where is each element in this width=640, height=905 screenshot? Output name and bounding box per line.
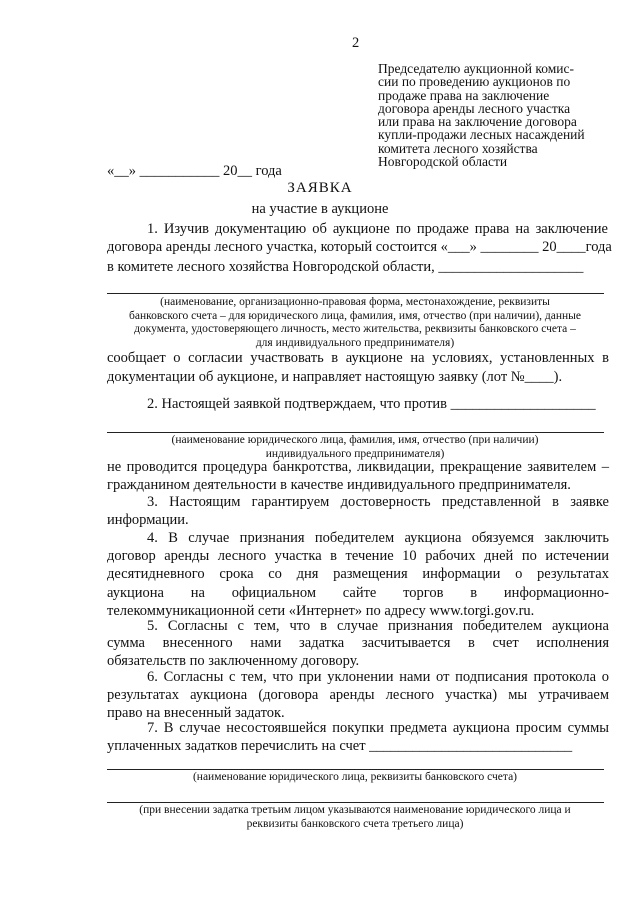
document-title: ЗАЯВКА — [287, 180, 353, 196]
document-subtitle: на участие в аукционе — [251, 201, 389, 217]
addressee-line: договора аренды лесного участка — [378, 100, 571, 116]
paragraph-4-line: телекоммуникационной сети «Интернет» по адресу www.torgi.gov.ru. — [107, 603, 535, 619]
paragraph-1-line: договора аренды лесного участка, который состоится «___» ________ 20____года — [107, 239, 612, 255]
addressee-block — [378, 62, 585, 168]
paragraph-4-line: десятидневного срока со дня размещения информации о результатах — [107, 566, 609, 582]
paragraph-6-line: результатах аукциона (договора аренды лесного участка) мы утрачиваем — [107, 687, 609, 703]
paragraph-7-line: 7. В случае несостоявшейся покупки предмета аукциона просим суммы — [147, 720, 609, 736]
blank-line — [107, 293, 604, 294]
paragraph-3-line: информации. — [107, 512, 189, 528]
paragraph-4-line: аукциона на официальном сайте торгов в информационно- — [107, 585, 609, 601]
caption-line: (наименование юридического лица, реквизиты банковского счета) — [192, 771, 518, 783]
caption-line: (наименование, организационно-правовая форма, местонахождение, реквизиты — [160, 296, 550, 308]
blank-line — [107, 769, 604, 770]
addressee-line: купли-продажи лесных насаждений — [378, 127, 585, 143]
caption-line: для индивидуального предпринимателя) — [255, 336, 455, 349]
paragraph-2-continuation: не проводится процедура банкротства, ликвидации, прекращение заявителем – — [107, 459, 609, 475]
addressee-line: или права на заключение договора — [378, 114, 577, 130]
paragraph-6-line: 6. Согласны с тем, что при уклонении нами от подписания протокола о — [147, 669, 609, 685]
paragraph-2-continuation: гражданином деятельности в качестве индивидуального предпринимателя. — [107, 477, 571, 493]
caption-bank-account — [100, 771, 610, 785]
addressee-line: продаже права на заключение — [378, 87, 550, 103]
paragraph-5-line: 5. Согласны с тем, что в случае признания победителем аукциона — [147, 618, 609, 634]
paragraph-5-line: сумма внесенного нами задатка засчитывается в счет исполнения — [107, 635, 609, 651]
paragraph-4-line: 4. В случае признания победителем аукциона обязуемся заключить — [147, 530, 609, 546]
blank-line — [107, 432, 604, 433]
paragraph-6-line: право на внесенный задаток. — [107, 705, 285, 721]
addressee-line: Новгородской области — [378, 154, 508, 170]
caption-line: реквизиты банковского счета третьего лица) — [246, 817, 464, 830]
paragraph-3-line: 3. Настоящим гарантируем достоверность представленной в заявке — [147, 494, 609, 510]
caption-line: банковского счета – для юридического лица, фамилия, имя, отчество (при наличии), данные — [129, 309, 581, 322]
blank-line — [107, 802, 604, 803]
addressee-line: комитета лесного хозяйства — [378, 140, 538, 156]
page-number: 2 — [352, 35, 360, 51]
paragraph-1-continuation: документации об аукционе, и направляет настоящую заявку (лот №____). — [107, 369, 563, 385]
caption-line: (наименование юридического лица, фамилия, имя, отчество (при наличии) — [171, 434, 539, 446]
paragraph-1-line: в комитете лесного хозяйства Новгородской области, ____________________ — [107, 259, 584, 275]
caption-line: документа, удостоверяющего личность, место жительства, реквизиты банковского счета – — [134, 323, 576, 335]
paragraph-2: 2. Настоящей заявкой подтверждаем, что против ____________________ — [147, 396, 596, 412]
caption-applicant — [100, 296, 610, 350]
caption-entity — [100, 434, 610, 461]
caption-third-party — [100, 804, 610, 831]
paragraph-4-line: договор аренды лесного участка в течение 10 рабочих дней по истечении — [107, 548, 609, 564]
paragraph-5-line: обязательств по заключенному договору. — [107, 653, 360, 669]
caption-line: индивидуального предпринимателя) — [265, 447, 445, 460]
paragraph-1-line: 1. Изучив документацию об аукционе по продаже права на заключение — [147, 221, 608, 237]
addressee-line: сии по проведению аукционов по — [378, 74, 571, 90]
caption-line: (при внесении задатка третьим лицом указываются наименование юридического лица и — [139, 804, 571, 816]
addressee-line: Председателю аукционной комис- — [378, 61, 574, 76]
date-line: «__» ___________ 20__ года — [107, 163, 282, 179]
paragraph-1-continuation: сообщает о согласии участвовать в аукционе на условиях, установленных в — [107, 350, 609, 366]
paragraph-7-line: уплаченных задатков перечислить на счет ____________________________ — [107, 738, 573, 754]
